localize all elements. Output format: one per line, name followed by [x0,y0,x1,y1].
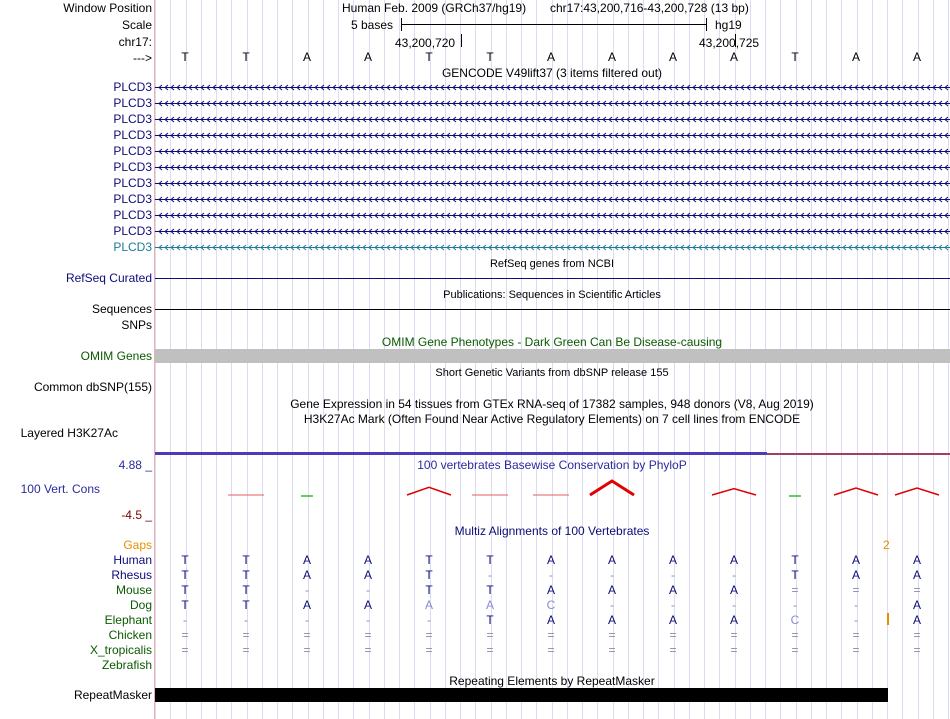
phylop-plot[interactable] [155,476,950,516]
alignment-base: = [791,583,799,597]
alignment-base: = [669,643,677,657]
gencode-item-label[interactable]: PLCD3 [113,160,152,174]
phylop-peak [712,489,756,495]
alignment-base: A [668,553,677,567]
dna-base: A [851,50,860,64]
gencode-item-label[interactable]: PLCD3 [113,192,152,206]
alignment-base: - [854,613,858,627]
scale-text: 5 bases [351,18,394,32]
gencode-item-label[interactable]: PLCD3 [113,144,152,158]
alignment-base: C [546,598,556,612]
coord-right: 43,200,725 [699,36,760,50]
alignment-base: A [729,553,738,567]
alignment-base: A [668,613,677,627]
publications-title[interactable]: Publications: Sequences in Scientific Articles [443,289,661,301]
alignment-base: = [791,628,799,642]
alignment-base: - [671,598,675,612]
alignment-base: = [425,628,433,642]
alignment-base: A [912,553,921,567]
chrom-label: chr17: [118,35,152,49]
dbsnp-title[interactable]: Short Genetic Variants from dbSNP release 155 [435,367,669,379]
alignment-base: T [242,583,250,597]
dna-base: A [607,50,616,64]
alignment-base: A [546,613,555,627]
track-labels-panel [0,0,154,719]
alignment-base: - [793,598,797,612]
alignment-base: - [427,613,431,627]
multiz-title[interactable]: Multiz Alignments of 100 Vertebrates [454,524,650,538]
alignment-base: - [732,568,736,582]
alignment-base: A [302,568,311,582]
alignment-base: = [852,583,860,597]
phylop-min-label: -4.5 _ [121,508,152,522]
species-label[interactable]: Chicken [108,628,152,642]
alignment-base: = [364,628,372,642]
dna-base: T [181,50,189,64]
alignment-base: = [608,643,616,657]
scale-bar-left-tick [401,18,402,31]
alignment-base: = [242,643,250,657]
alignment-base: A [912,613,921,627]
alignment-base: A [607,553,616,567]
publications-line[interactable] [155,309,950,310]
db-text: hg19 [715,18,742,32]
gtex-title[interactable]: Gene Expression in 54 tissues from GTEx RNA-seq of 17382 samples, 948 donors (V8, Aug 2019) [290,397,814,411]
phylop-peak [834,488,878,495]
dna-base: A [363,50,372,64]
alignment-base: - [610,568,614,582]
alignment-base: = [547,628,555,642]
alignment-base: T [791,568,799,582]
alignment-base: T [791,553,799,567]
alignment-base: A [363,598,372,612]
coord-left-tick [461,34,462,47]
alignment-base: = [608,628,616,642]
gencode-title[interactable]: GENCODE V49lift37 (3 items filtered out) [441,66,663,80]
dna-base: T [425,50,433,64]
omim-label[interactable]: OMIM Genes [80,349,152,363]
alignment-base: T [181,583,189,597]
alignment-base: A [546,583,555,597]
dna-base: T [486,50,494,64]
alignment-base: A [546,553,555,567]
species-label[interactable]: Mouse [115,583,152,597]
gencode-item-label[interactable]: PLCD3 [113,128,152,142]
phylop-label[interactable]: 100 Vert. Cons [20,482,100,496]
alignment-base: = [425,643,433,657]
alignment-base: T [242,598,250,612]
alignment-base: T [425,583,433,597]
dna-base: A [912,50,921,64]
alignment-base: A [607,583,616,597]
species-label[interactable]: Human [113,553,152,567]
alignment-base: = [791,643,799,657]
gencode-item-label[interactable]: PLCD3 [113,224,152,238]
publications-label[interactable]: Sequences [91,302,152,316]
alignment-base: - [366,613,370,627]
gencode-item-label[interactable]: PLCD3 [113,240,152,254]
alignment-base: = [730,643,738,657]
alignment-base: = [181,628,189,642]
phylop-max-label: 4.88 _ [118,458,152,472]
alignment-base: A [729,613,738,627]
species-label[interactable]: Elephant [104,613,152,627]
alignment-base: = [913,643,921,657]
dna-base: T [791,50,799,64]
alignment-base: = [181,643,189,657]
scale-bar [401,24,706,25]
alignment-base: - [366,583,370,597]
alignment-base: - [732,598,736,612]
alignment-base: A [912,598,921,612]
alignment-base: A [851,553,860,567]
alignment-base: = [303,643,311,657]
gencode-item-label[interactable]: PLCD3 [113,176,152,190]
gaps-value: 2 [883,538,890,552]
alignment-base: = [547,643,555,657]
repeatmasker-label[interactable]: RepeatMasker [73,688,152,702]
omim-feature[interactable] [155,349,950,363]
alignment-base: A [302,598,311,612]
elephant-gap-marker [887,613,889,625]
dna-base: A [729,50,738,64]
species-label[interactable]: Zebrafish [101,658,152,672]
dbsnp-label[interactable]: Common dbSNP(155) [33,380,152,394]
alignment-base: T [181,553,189,567]
alignment-base: T [425,553,433,567]
alignment-base: = [852,643,860,657]
alignment-base: - [305,613,309,627]
alignment-base: A [851,568,860,582]
alignment-base: = [364,643,372,657]
alignment-base: = [913,628,921,642]
alignment-base: A [729,583,738,597]
alignment-base: - [854,598,858,612]
strand-label: ---> [133,51,152,65]
gaps-label: Gaps [123,538,152,552]
phylop-peak [895,488,939,495]
scale-label: Scale [121,18,152,32]
refseq-title[interactable]: RefSeq genes from NCBI [489,258,615,270]
alignment-base: T [486,553,494,567]
snps-label[interactable]: SNPs [121,318,152,332]
refseq-line[interactable] [155,278,950,279]
gencode-item-label[interactable]: PLCD3 [113,96,152,110]
repeatmasker-title[interactable]: Repeating Elements by RepeatMasker [449,674,655,688]
repeatmasker-feature[interactable] [155,688,888,702]
window-position-label: Window Position [63,1,152,15]
alignment-base: T [181,568,189,582]
alignment-base: - [244,613,248,627]
alignment-base: A [912,568,921,582]
alignment-base: A [363,553,372,567]
gencode-item-label[interactable]: PLCD3 [113,112,152,126]
species-label[interactable]: X_tropicalis [89,643,152,657]
dna-base: A [302,50,311,64]
alignment-base: = [242,628,250,642]
alignment-base: A [363,568,372,582]
species-label[interactable]: Rhesus [111,568,152,582]
species-label[interactable]: Dog [129,598,152,612]
gencode-transcripts[interactable] [155,80,950,256]
dna-base: A [546,50,555,64]
position-text: chr17:43,200,716-43,200,728 (13 bp) [550,1,749,15]
alignment-base: = [730,628,738,642]
coord-left: 43,200,720 [395,36,456,50]
assembly-text: Human Feb. 2009 (GRCh37/hg19) [342,1,527,15]
alignment-base: A [607,613,616,627]
alignment-base: = [486,643,494,657]
scale-bar-right-tick [706,18,707,31]
alignment-base: T [181,598,189,612]
alignment-base: - [671,568,675,582]
alignment-base: - [549,568,553,582]
alignment-base: A [302,553,311,567]
h3k27ac-signal-red[interactable] [767,453,950,455]
phylop-peak [407,487,451,495]
alignment-base: = [669,628,677,642]
alignment-base: - [610,598,614,612]
gencode-item-label[interactable]: PLCD3 [113,208,152,222]
gencode-item-label[interactable]: PLCD3 [113,80,152,94]
refseq-label[interactable]: RefSeq Curated [65,271,152,285]
h3k27ac-label[interactable]: Layered H3K27Ac [20,426,118,440]
alignment-base: C [790,613,800,627]
dna-base: A [668,50,677,64]
phylop-title[interactable]: 100 vertebrates Basewise Conservation by PhyloP [417,458,687,472]
alignment-base: A [668,583,677,597]
alignment-base: = [913,583,921,597]
alignment-base: = [303,628,311,642]
alignment-base: - [305,583,309,597]
alignment-base: T [242,553,250,567]
phylop-peak [590,481,634,495]
alignment-base: A [485,598,494,612]
alignment-base: T [486,613,494,627]
h3k27ac-signal-blue[interactable] [155,452,767,455]
dna-base: T [242,50,250,64]
alignment-base: - [183,613,187,627]
alignment-base: = [486,628,494,642]
alignment-base: T [486,583,494,597]
alignment-base: - [488,568,492,582]
alignment-base: = [852,628,860,642]
alignment-base: A [424,598,433,612]
omim-title[interactable]: OMIM Gene Phenotypes - Dark Green Can Be Disease-causing [381,335,723,349]
h3k27ac-title[interactable]: H3K27Ac Mark (Often Found Near Active Regulatory Elements) on 7 cell lines from ENCODE [303,412,801,426]
alignment-base: T [242,568,250,582]
alignment-base: T [425,568,433,582]
